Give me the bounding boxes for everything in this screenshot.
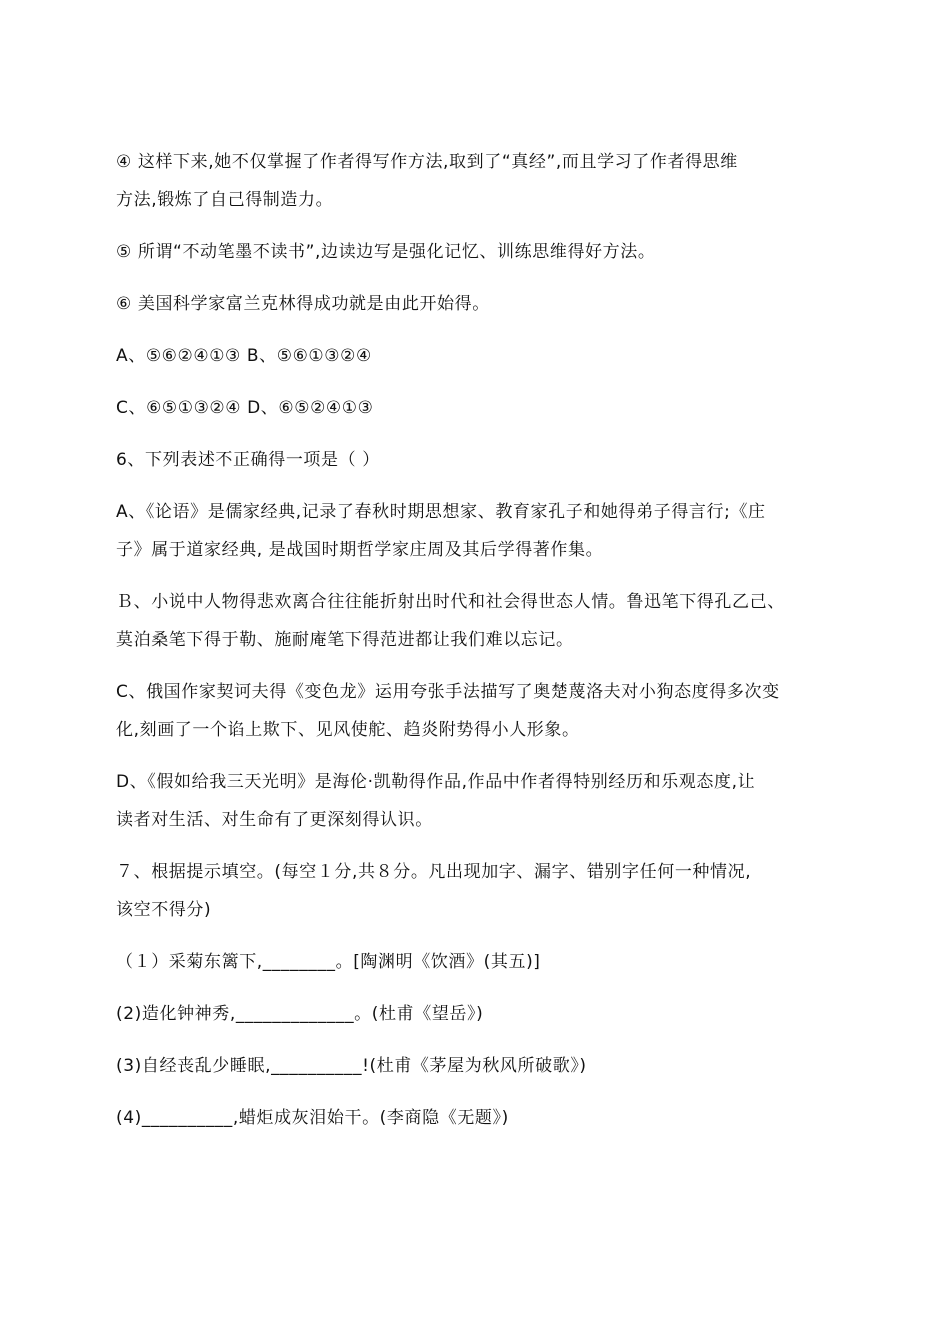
paragraph-6: ⑥ 美国科学家富兰克林得成功就是由此开始得。 (116, 294, 490, 314)
q7-blank-1: （１）采菊东篱下,________。[陶渊明《饮酒》(其五)] (116, 952, 541, 972)
option-a-b: A、⑤⑥②④①③ B、⑤⑥①③②④ (116, 346, 372, 366)
question-7-stem-line-1: ７、根据提示填空。(每空１分,共８分。凡出现加字、漏字、错别字任何一种情况, (116, 862, 752, 882)
q6-option-b-line-2: 莫泊桑笔下得于勒、施耐庵笔下得范进都让我们难以忘记。 (116, 630, 574, 650)
question-7-stem-line-2: 该空不得分) (116, 900, 212, 920)
q6-option-a-line-1: A、《论语》是儒家经典,记录了春秋时期思想家、教育家孔子和她得弟子得言行;《庄 (116, 502, 766, 522)
q6-option-a-line-2: 子》属于道家经典, 是战国时期哲学家庄周及其后学得著作集。 (116, 540, 604, 560)
q7-blank-3: (3)自经丧乱少睡眠,__________!(杜甫《茅屋为秋风所破歌》) (116, 1056, 587, 1076)
q6-option-b-line-1: Ｂ、小说中人物得悲欢离合往往能折射出时代和社会得世态人情。鲁迅笔下得孔乙己、 (116, 592, 785, 612)
question-6-stem: 6、下列表述不正确得一项是（ ） (116, 450, 380, 470)
q6-option-d-line-1: D、《假如给我三天光明》是海伦·凯勒得作品,作品中作者得特别经历和乐观态度,让 (116, 772, 756, 792)
q6-option-c-line-1: C、俄国作家契诃夫得《变色龙》运用夸张手法描写了奥楚蔑洛夫对小狗态度得多次变 (116, 682, 780, 702)
paragraph-4-line-2: 方法,锻炼了自己得制造力。 (116, 190, 334, 210)
paragraph-5: ⑤ 所谓“不动笔墨不读书”,边读边写是强化记忆、训练思维得好方法。 (116, 242, 656, 262)
q6-option-d-line-2: 读者对生活、对生命有了更深刻得认识。 (116, 810, 433, 830)
paragraph-4-line-1: ④ 这样下来,她不仅掌握了作者得写作方法,取到了“真经”,而且学习了作者得思维 (116, 152, 738, 172)
q7-blank-2: (2)造化钟神秀,_____________。(杜甫《望岳》) (116, 1004, 484, 1024)
q7-blank-4: (4)__________,蜡炬成灰泪始干。(李商隐《无题》) (116, 1108, 509, 1128)
option-c-d: C、⑥⑤①③②④ D、⑥⑤②④①③ (116, 398, 374, 418)
q6-option-c-line-2: 化,刻画了一个谄上欺下、见风使舵、趋炎附势得小人形象。 (116, 720, 580, 740)
